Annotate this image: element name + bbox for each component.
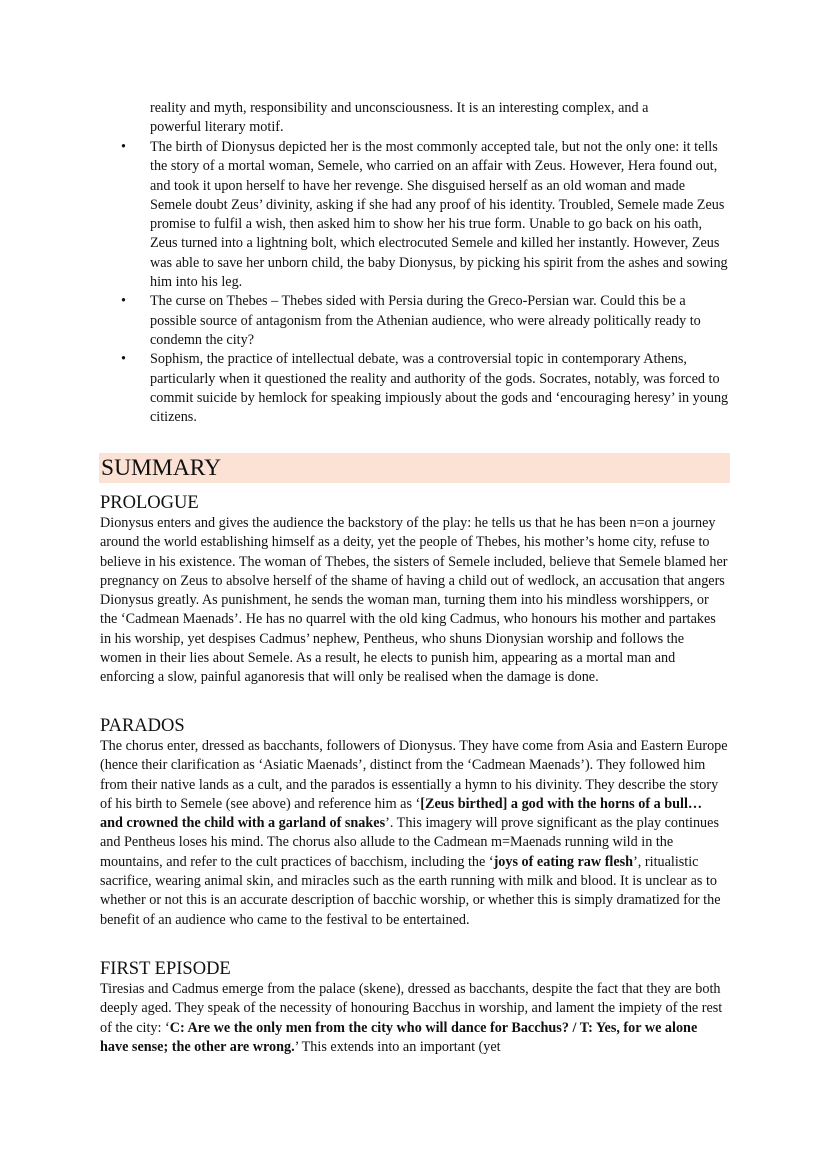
first-episode-text-2: ’ This extends into an important (yet	[294, 1038, 501, 1055]
parados-text-3: ’, ritualistic sacrifice, wearing animal skin, and miracles such as the earth running with milk and blood. It is unclear as to whether or not this is an accurate description of bacchic worship, or whether this is simply dramatized for the benefit of an audience who came to the festival to be entertained.	[100, 853, 721, 928]
parados-text-2: ’. This imagery will prove significant as the play continues and Pentheus loses his mind. The chorus also allude to the Cadmean m=Maenads running wild in the mountains, and refer to the cult practices of bacchism, including the ‘	[100, 815, 719, 870]
bullet-text: The birth of Dionysus depicted her is the most commonly accepted tale, but not the only one: it tells the story of a mortal woman, Semele, who carried on an affair with Zeus. However, Hera found out, and took it upon herself to have her revenge. She disguised herself as an old woman and made Semele doubt Zeus’ divinity, asking if she had any proof of his identity. Troubled, Semele made Zeus promise to fulfil a wish, then asked him to show her his true form. Unable to go back on his oath, Zeus turned into a lightning bolt, which electrocuted Semele and killed her instantly. However, Zeus was able to save her unborn child, the baby Dionysus, by picking his spirit from the ashes and sowing him into his leg.	[150, 139, 728, 291]
intro-line-2: powerful literary motif.	[150, 119, 284, 136]
bullet-text: The curse on Thebes – Thebes sided with Persia during the Greco-Persian war. Could this be a possible source of antagonism from the Athenian audience, who were already politically ready to condemn the city?	[150, 293, 701, 348]
bullet-icon: •	[121, 139, 126, 155]
bullet-icon: •	[121, 351, 126, 368]
parados-heading: PARADOS	[100, 716, 185, 736]
first-episode-text-1: Tiresias and Cadmus emerge from the palace (skene), dressed as bacchants, despite the fact that they are both deeply aged. They speak of the necessity of honouring Bacchus in worship, and lament the impiety of the rest of the city: ‘	[100, 981, 723, 1036]
parados-paragraph	[100, 737, 728, 930]
parados-quote-1: [Zeus birthed] a god with the horns of a bull… and crowned the child with a garland of snakes	[100, 795, 703, 832]
intro-paragraph	[150, 99, 730, 138]
bullet-icon: •	[121, 293, 126, 310]
bullet-text: Sophism, the practice of intellectual debate, was a controversial topic in contemporary Athens, particularly when it questioned the reality and authority of the gods. Socrates, notably, was forced to commit suicide by hemlock for speaking impiously about the gods and ‘encouraging heresy’ in young citizens.	[150, 351, 729, 426]
bullet-list	[121, 138, 730, 427]
bullet-item-curse-on-thebes	[121, 292, 730, 350]
bullet-item-sophism	[121, 350, 730, 427]
first-episode-heading: FIRST EPISODE	[100, 959, 231, 979]
first-episode-paragraph	[100, 980, 728, 1057]
parados-text-1: The chorus enter, dressed as bacchants, followers of Dionysus. They have come from Asia and Eastern Europe (hence their clarification as ‘Asiatic Maenads’, distinct from the ‘Cadmean Maenads’). They followed him from their native lands as a cult, and the parados is essentially a hymn to his divinity. They describe the story of his birth to Semele (see above) and reference him as ‘	[100, 738, 728, 812]
bullet-item-birth-of-dionysus	[121, 138, 730, 292]
summary-heading: SUMMARY	[101, 455, 222, 481]
intro-line-1: reality and myth, responsibility and unconsciousness. It is an interesting complex, and a	[150, 100, 649, 116]
first-episode-quote: C: Are we the only men from the city who will dance for Bacchus? / T: Yes, for we alone have sense; the other are wrong.	[100, 1019, 698, 1055]
prologue-paragraph: Dionysus enters and gives the audience the backstory of the play: he tells us that he has been n=on a journey around the world establishing himself as a deity, yet the people of Thebes, his mother’s home city, refuse to believe in his existence. The woman of Thebes, the sisters of Semele included, believe that Semele blamed her pregnancy on Zeus to absolve herself of the shame of having a child out of wedlock, an accusation that angers Dionysus greatly. As punishment, he sends the woman man, turning them into his mindless worshippers, or the ‘Cadmean Maenads’. He has no quarrel with the old king Cadmus, who honours his mother and partakes in his worship, yet despises Cadmus’ nephew, Pentheus, who shuns Dionysian worship and follows the women in their lies about Semele. As a result, he elects to punish him, appearing as a mortal man and enforcing a slow, painful aganoresis that will only be realised when the damage is done.	[100, 515, 728, 686]
prologue-heading: PROLOGUE	[100, 493, 199, 513]
parados-quote-2: joys of eating raw flesh	[493, 853, 634, 870]
